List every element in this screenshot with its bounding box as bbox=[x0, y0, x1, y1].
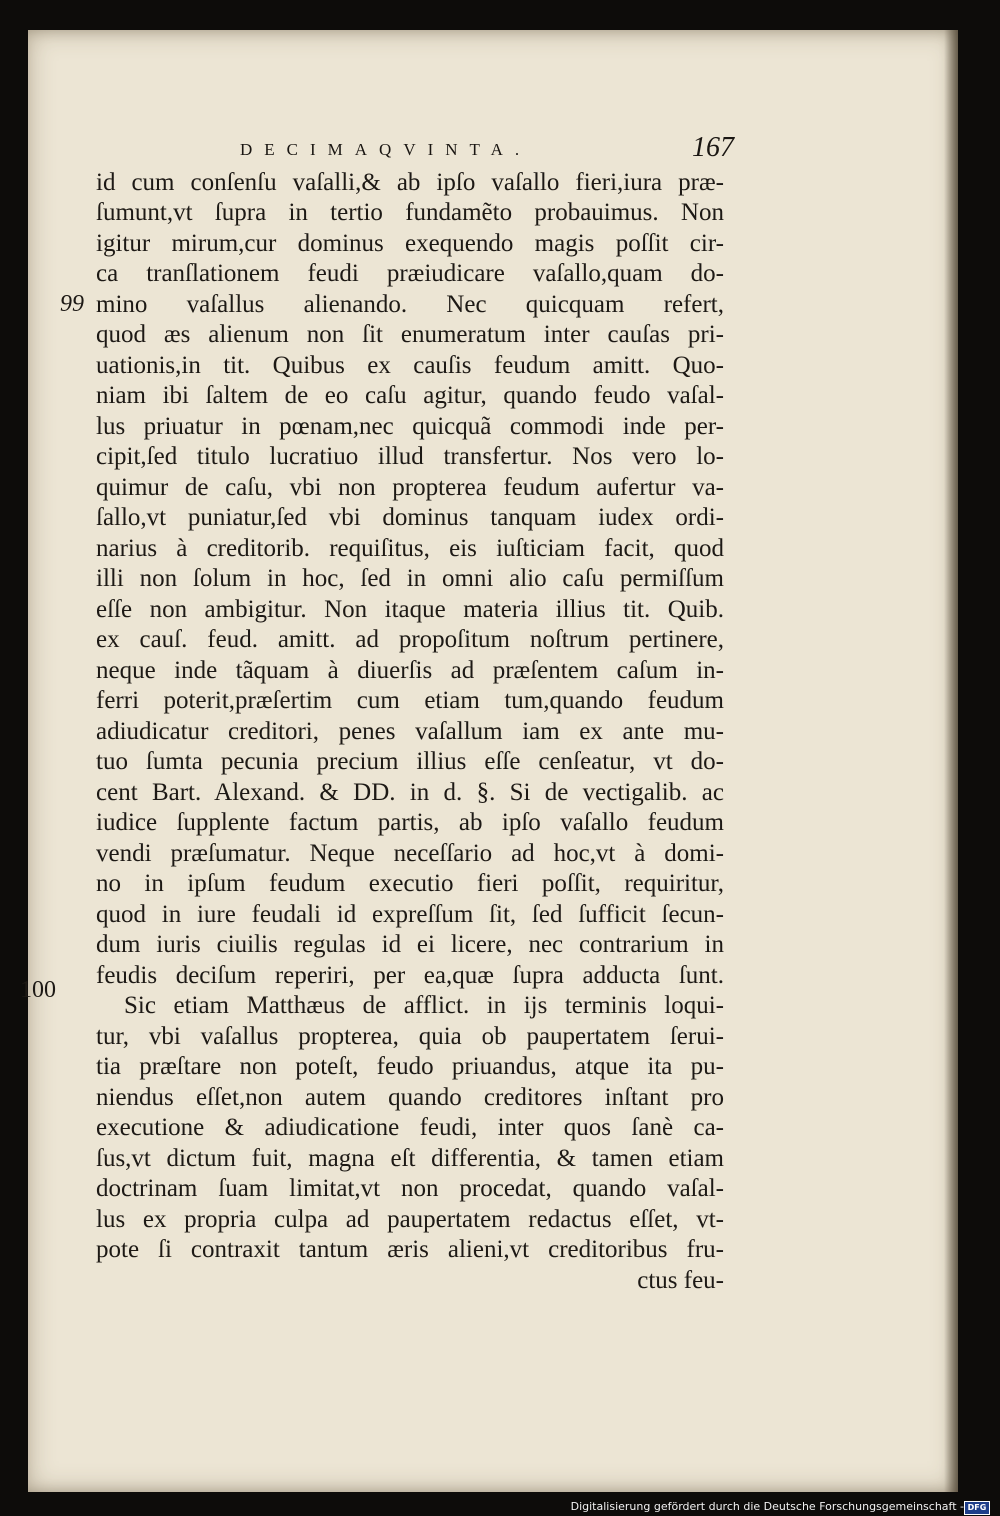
text-line: id cum conſenſu vaſalli,& ab ipſo vaſallo fieri,iura præ- bbox=[96, 169, 724, 196]
text-line: lus priuatur in pœnam,nec quicquã commodi inde per- bbox=[96, 413, 724, 440]
page-fold-shadow bbox=[944, 30, 958, 1492]
text-line: quod æs alienum non ſit enumeratum inter cauſas pri- bbox=[96, 321, 724, 348]
dfg-logo: DFG bbox=[964, 1501, 990, 1515]
text-line: Sic etiam Matthæus de afflict. in ijs terminis loqui- bbox=[124, 992, 724, 1019]
text-line: dum iuris ciuilis regulas id ei licere, nec contrarium in bbox=[96, 931, 724, 958]
text-line: tia præſtare non poteſt, feudo priuandus, atque ita pu- bbox=[96, 1053, 724, 1080]
text-line: cent Bart. Alexand. & DD. in d. §. Si de vectigalib. ac bbox=[96, 779, 724, 806]
text-line: no in ipſum feudum executio fieri poſſit, requiritur, bbox=[96, 870, 724, 897]
text-line: doctrinam ſuam limitat,vt non procedat, quando vaſal- bbox=[96, 1175, 724, 1202]
text-line: lus ex propria culpa ad paupertatem redactus eſſet, vt- bbox=[96, 1206, 724, 1233]
text-line: niendus eſſet,non autem quando creditores inſtant pro bbox=[96, 1084, 724, 1111]
text-line: uationis,in tit. Quibus ex cauſis feudum amitt. Quo- bbox=[96, 352, 724, 379]
text-line: illi non ſolum in hoc, ſed in omni alio caſu permiſſum bbox=[96, 565, 724, 592]
text-line: quod in iure feudali id expreſſum ſit, ſed ſufficit ſecun- bbox=[96, 901, 724, 928]
body-text bbox=[96, 168, 724, 1318]
catchword: ctus feu- bbox=[637, 1267, 724, 1294]
text-line: mino vaſallus alienando. Nec quicquam refert, bbox=[96, 291, 724, 318]
marginal-note-99: 99 bbox=[60, 291, 84, 317]
page-header bbox=[240, 132, 760, 166]
text-line: ſallo,vt puniatur,ſed vbi dominus tanquam iudex ordi- bbox=[96, 504, 724, 531]
text-line: executione & adiudicatione feudi, inter quos ſanè ca- bbox=[96, 1114, 724, 1141]
text-line: ca tranſlationem feudi præiudicare vaſallo,quam do- bbox=[96, 260, 724, 287]
text-line: adiudicatur creditori, penes vaſallum iam ex ante mu- bbox=[96, 718, 724, 745]
text-line: igitur mirum,cur dominus exequendo magis poſſit cir- bbox=[96, 230, 724, 257]
text-line: feudis deciſum reperiri, per ea,quæ ſupra adducta ſunt. bbox=[96, 962, 724, 989]
text-line: quimur de caſu, vbi non propterea feudum aufertur va- bbox=[96, 474, 724, 501]
text-line: pote ſi contraxit tantum æris alieni,vt creditoribus fru- bbox=[96, 1236, 724, 1263]
text-line: vendi præſumatur. Neque neceſſario ad hoc,vt à domi- bbox=[96, 840, 724, 867]
text-line: ſus,vt dictum fuit, magna eſt differentia, & tamen etiam bbox=[96, 1145, 724, 1172]
text-line: narius à creditorib. requiſitus, eis iuſticiam facit, quod bbox=[96, 535, 724, 562]
text-line: ex cauſ. feud. amitt. ad propoſitum noſtrum pertinere, bbox=[96, 626, 724, 653]
text-line: tuo ſumta pecunia precium illius eſſe cenſeatur, vt do- bbox=[96, 748, 724, 775]
text-line: iudice ſupplente factum partis, ab ipſo vaſallo feudum bbox=[96, 809, 724, 836]
page-number: 167 bbox=[692, 132, 734, 163]
text-line: niam ibi ſaltem de eo caſu agitur, quando feudo vaſal- bbox=[96, 382, 724, 409]
marginal-note-100: 100 bbox=[20, 977, 56, 1003]
text-line: cipit,ſed titulo lucratiuo illud transfertur. Nos vero lo- bbox=[96, 443, 724, 470]
text-line: neque inde tãquam à diuerſis ad præſentem caſum in- bbox=[96, 657, 724, 684]
text-line: eſſe non ambigitur. Non itaque materia illius tit. Quib. bbox=[96, 596, 724, 623]
text-line: tur, vbi vaſallus propterea, quia ob paupertatem ſerui- bbox=[96, 1023, 724, 1050]
running-head: DECIMAQVINTA. bbox=[240, 140, 532, 159]
text-line: ferri poterit,præſertim cum etiam tum,quando feudum bbox=[96, 687, 724, 714]
text-line: ſumunt,vt ſupra in tertio fundamẽto probauimus. Non bbox=[96, 199, 724, 226]
funding-credit: Digitalisierung gefördert durch die Deutsche Forschungsgemeinschaft - bbox=[570, 1500, 964, 1513]
